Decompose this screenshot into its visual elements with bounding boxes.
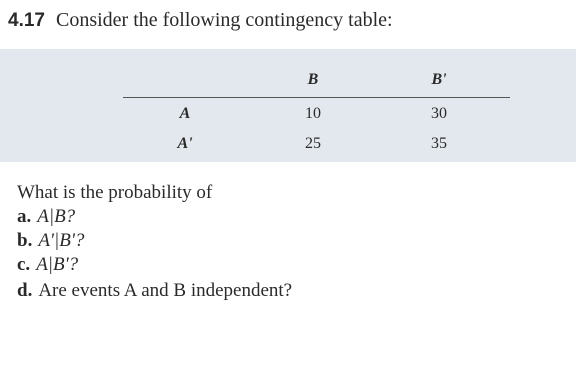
question-label: b. — [17, 230, 33, 251]
question-label: a. — [17, 206, 32, 227]
header-rule — [123, 97, 510, 98]
question-text: Are events A and B independent? — [38, 280, 293, 301]
question-text: A'|B'? — [38, 230, 85, 251]
question-label: d. — [17, 280, 33, 301]
question-a — [17, 206, 75, 228]
problem-prompt: Consider the following contingency table: — [55, 9, 393, 31]
question-text: A|B? — [37, 206, 76, 227]
questions-intro: What is the probability of — [17, 182, 213, 203]
table-cell-a-b: 10 — [305, 105, 321, 122]
row-header-a-prime: A' — [177, 135, 193, 152]
question-d — [17, 280, 292, 302]
table-cell-a-prime-b-prime: 35 — [431, 135, 447, 152]
problem-header — [8, 9, 393, 32]
problem-number: 4.17 — [8, 10, 45, 31]
row-header-a: A — [179, 105, 191, 122]
column-header-b-prime: B' — [431, 71, 447, 88]
question-c — [17, 254, 78, 276]
table-cell-a-prime-b: 25 — [305, 135, 321, 152]
question-text: A|B'? — [36, 254, 79, 275]
question-label: c. — [17, 254, 31, 275]
question-b — [17, 230, 84, 252]
table-cell-a-b-prime: 30 — [431, 105, 447, 122]
column-header-b: B — [307, 71, 319, 88]
